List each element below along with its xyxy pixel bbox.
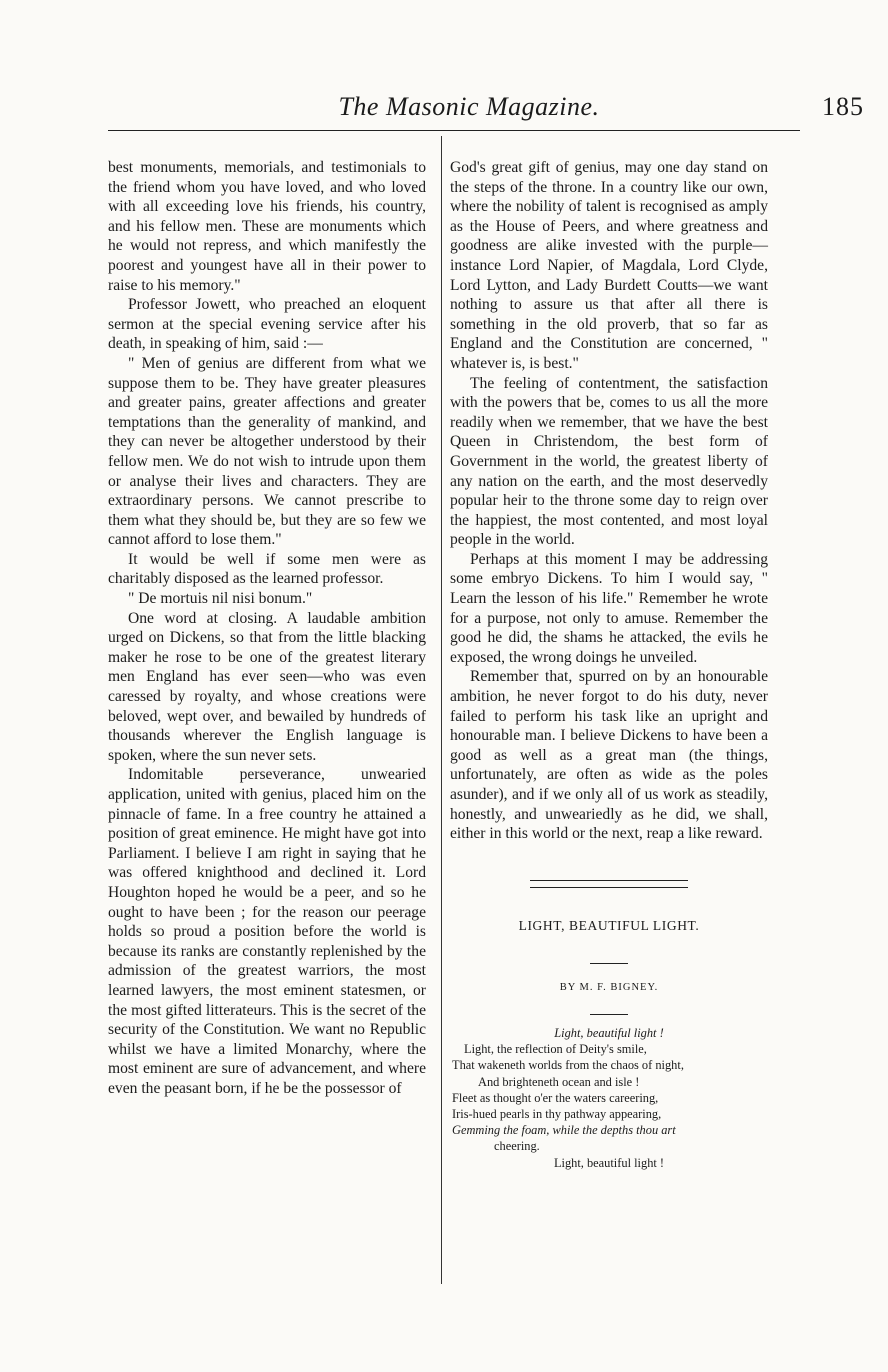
- byline-rule: [590, 1014, 628, 1015]
- header-rule: [108, 130, 800, 131]
- paragraph: Indomitable perseverance, unwearied application, united with genius, placed him on the pinnacle of fame. In a free country he attained a position of great eminence. He might have got into Parliament. I believe I am right in saying that he was offered knighthood and declined it. Lord Houghton hoped he would be a peer, and so he ought to have been ; for the reason our peerage holds so proud a position before the world is because its ranks are constantly replenished by the admission of the greatest warriors, the most learned lawyers, the most eminent statesmen, or the most gifted litterateurs. This is the secret of the security of the Constitution. We want no Republic whilst we have a limited Monarchy, where the most eminent are sure of advancement, and where even the peasant born, if he be the possessor of: [108, 766, 426, 1097]
- poem-line: Fleet as thought o'er the waters careering,: [452, 1090, 659, 1105]
- paragraph: One word at closing. A laudable ambition urged on Dickens, so that from the little blacking maker he rose to be one of the greatest literary men England has ever seen—who was even caressed by royalty, and whose creations were beloved, wept over, and bewailed by hundreds of thousands wherever the English language is spoken, where the sun never sets.: [108, 609, 426, 764]
- running-title: The Masonic Magazine.: [338, 92, 600, 121]
- right-column: [450, 158, 768, 1171]
- poem-byline: BY M. F. BIGNEY.: [559, 982, 659, 994]
- poem-line: Light, beautiful light !: [554, 1025, 664, 1040]
- latin-quote: " De mortuis nil nisi bonum.": [128, 590, 313, 608]
- paragraph: God's great gift of genius, may one day stand on the steps of the throne. In a country like our own, where the nobility of talent is recognised as amply as the House of Peers, and where greatness and goodness are alike invested with the purple—instance Lord Napier, of Magdala, Lord Clyde, Lord Lytton, and Lady Burdett Coutts—we want nothing to assure us that after all there is something in the old proverb, that so far as England and the Constitution are concerned, " whatever is, is best.": [450, 159, 768, 372]
- poem-line: Light, the reflection of Deity's smile,: [464, 1042, 647, 1057]
- title-rule: [590, 963, 628, 964]
- poem-line: That wakeneth worlds from the chaos of night,: [452, 1058, 684, 1073]
- paragraph: The feeling of contentment, the satisfaction with the powers that be, comes to us all the more readily when we remember, that we have the best Queen in Christendom, the best form of Government in the world, the greatest liberty of any nation on the earth, and the most deservedly popular heir to the throne some day to reign over the happiest, the most contented, and most loyal people in the world.: [450, 374, 768, 549]
- paragraph: Remember that, spurred on by an honourable ambition, he never forgot to do his duty, never failed to perform his task like an upright and honourable man. I believe Dickens to have been a good as well as a great man (the things, unfortunately, are often as wide as the poles asunder), and if we only all of us work as steadily, honestly, and unweariedly as he did, we shall, either in this world or the next, reap a like reward.: [450, 668, 768, 843]
- paragraph: Perhaps at this moment I may be addressing some embryo Dickens. To him I would say, " Learn the lesson of his life." Remember he wrote for a purpose, not only to amuse. Remember the good he did, the shams he attacked, the evils he exposed, the wrong doings he unveiled.: [450, 550, 768, 666]
- poem-title: LIGHT, BEAUTIFUL LIGHT.: [518, 917, 700, 933]
- quote-paragraph: " Men of genius are different from what we suppose them to be. They have greater pleasures and greater pains, greater affections and greater temptations than the generality of mankind, and they can never be altogether understood by their fellow men. We do not wish to intrude upon them or analyse their lives and characters. They are extraordinary persons. We cannot prescribe to them what they should be, but they are so few we cannot afford to lose them.": [108, 354, 426, 549]
- poem-line: And brighteneth ocean and isle !: [478, 1074, 640, 1089]
- paragraph: Professor Jowett, who preached an eloquent sermon at the special evening service after his death, in speaking of him, said :—: [108, 296, 426, 353]
- page-header: [108, 92, 864, 126]
- poem-line: Gemming the foam, while the depths thou art: [452, 1123, 676, 1138]
- poem-line: cheering.: [494, 1139, 540, 1154]
- page-number: 185: [822, 92, 864, 121]
- poem-body: [450, 1025, 768, 1171]
- paragraph: best monuments, memorials, and testimonials to the friend whom you have loved, and who loved with all exceeding love his friends, his country, and his fellow men. These are monuments which he would not repress, and which manifestly the poorest and youngest have all in their power to raise to his memory.": [108, 159, 426, 294]
- poem-line: Iris-hued pearls in thy pathway appearing,: [452, 1106, 662, 1121]
- paragraph: It would be well if some men were as charitably disposed as the learned professor.: [108, 550, 426, 588]
- left-column: [108, 158, 426, 1099]
- section-divider: [530, 880, 688, 888]
- column-divider: [441, 136, 442, 1284]
- poem-line: Light, beautiful light !: [553, 1155, 665, 1170]
